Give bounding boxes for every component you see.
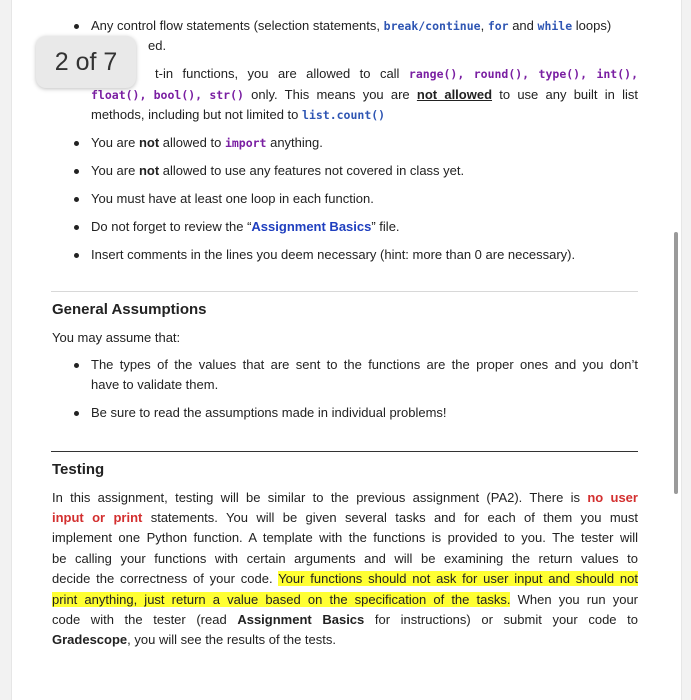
code-while: while	[537, 19, 573, 33]
code-for: for	[487, 19, 509, 33]
highlighted-text: print anything, just return a value based on the specification of the tasks.	[52, 592, 511, 607]
text: allowed to use any features not covered in class yet.	[159, 163, 465, 178]
list-item-comments: Insert comments in the lines you deem necessary (hint: more than 0 are necessary).	[91, 247, 576, 262]
code-range: range(),	[408, 67, 465, 81]
general-intro: You may assume that:	[52, 330, 181, 345]
bullet	[74, 169, 79, 174]
code-break-continue: break/continue	[383, 19, 481, 33]
text: code with the tester (read	[52, 612, 238, 627]
code-bool: bool(),	[153, 88, 203, 102]
general-item-assumptions: Be sure to read the assumptions made in individual problems!	[91, 405, 447, 420]
emphasis-red: no user	[587, 490, 638, 505]
text-bold: Assignment Basics	[237, 612, 365, 627]
testing-line-8	[52, 631, 336, 649]
bullet	[74, 411, 79, 416]
text: decide the correctness of your code.	[52, 571, 279, 586]
list-item-features	[91, 162, 464, 180]
testing-line-1	[52, 489, 638, 507]
testing-line-5	[52, 570, 638, 588]
general-item-types: The types of the values that are sent to the functions are the proper ones and you don’t	[91, 357, 638, 372]
list-item-loop: You must have at least one loop in each function.	[91, 191, 374, 206]
code-import: import	[224, 136, 267, 150]
text: Do not forget to review the “	[91, 219, 252, 234]
list-item-review	[91, 218, 400, 236]
code-round: round(),	[473, 67, 530, 81]
bullet	[74, 141, 79, 146]
testing-line-4: be calling your functions with certain arguments and will be examining the return values to	[52, 551, 638, 566]
testing-line-6	[52, 591, 638, 609]
text: , you will see the results of the tests.	[127, 632, 336, 647]
scrollbar[interactable]	[674, 232, 678, 494]
text: anything.	[266, 135, 323, 150]
text: In this assignment, testing will be similar to the previous assignment (PA2). There is	[52, 490, 588, 505]
bullet	[74, 253, 79, 258]
bullet	[74, 363, 79, 368]
text: t-in functions, you are allowed to call	[155, 66, 409, 81]
text: You are	[91, 163, 139, 178]
text: Any control flow statements (selection statements,	[91, 18, 384, 33]
testing-line-7	[52, 611, 638, 629]
code-type: type(),	[538, 67, 588, 81]
text-bold: Gradescope	[52, 632, 128, 647]
list-item-import	[91, 134, 323, 152]
text: ” file.	[371, 219, 400, 234]
section-heading-testing: Testing	[52, 461, 105, 478]
text: and	[508, 18, 538, 33]
section-divider	[51, 451, 638, 452]
text: loops)	[572, 18, 612, 33]
text-bold: not	[138, 163, 160, 178]
text-bold: not	[138, 135, 160, 150]
highlighted-text: Your functions should not ask for user input and should not	[278, 571, 638, 586]
text: methods, including but not limited to	[91, 107, 303, 122]
list-item-control-flow	[91, 17, 611, 35]
text: only. This means you are	[243, 87, 417, 102]
page-indicator	[36, 36, 136, 88]
list-item-control-flow-cont: ed.	[148, 38, 167, 53]
bullet	[74, 225, 79, 230]
not-allowed-emphasis: not allowed	[416, 87, 493, 102]
code-list-count: list.count()	[302, 108, 386, 122]
text: When you run your	[510, 592, 639, 607]
general-item-types-cont: have to validate them.	[91, 377, 219, 392]
list-item-builtins	[155, 65, 638, 83]
assignment-basics-link[interactable]: Assignment Basics	[251, 219, 372, 234]
testing-line-3: implement one Python function. A template with the functions is provided to you. The tester will	[52, 530, 638, 545]
code-str: str()	[209, 88, 244, 102]
testing-line-2	[52, 509, 638, 527]
list-item-builtins-line2	[91, 86, 638, 104]
section-divider	[51, 291, 638, 292]
bullet	[74, 24, 79, 29]
page-indicator-label: 2 of 7	[54, 47, 118, 76]
emphasis-red: input or print	[52, 510, 143, 525]
text: You are	[91, 135, 139, 150]
section-heading-general: General Assumptions	[52, 301, 207, 318]
code-int: int(),	[596, 67, 638, 81]
text: statements. You will be given several tasks and for each of them you must	[142, 510, 638, 525]
list-item-builtins-line3	[91, 106, 385, 124]
text: for instructions) or submit your code to	[364, 612, 638, 627]
text: allowed to	[159, 135, 225, 150]
bullet	[74, 197, 79, 202]
text: ,	[480, 18, 488, 33]
text: to use any built in list	[492, 87, 638, 102]
code-float: float(),	[91, 88, 147, 102]
